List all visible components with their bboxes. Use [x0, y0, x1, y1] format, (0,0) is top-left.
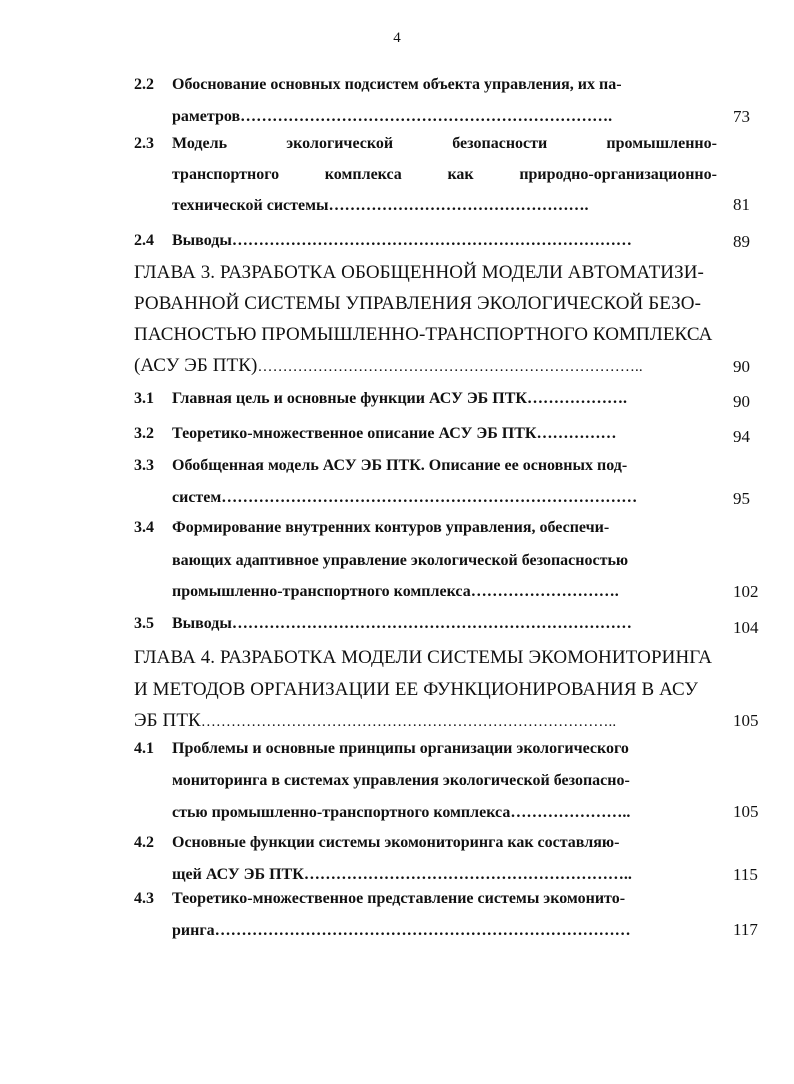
page-number: 4 [393, 30, 401, 46]
section-number: 2.4 [134, 232, 154, 249]
toc-entry-3-5[interactable] [134, 615, 717, 639]
toc-entry-3-2[interactable] [134, 425, 717, 449]
section-title-line: Обоснование основных подсистем объекта управления, их па- [172, 76, 622, 93]
section-title-line: Теоретико-множественное описание АСУ ЭБ ПТК…………… [172, 425, 617, 442]
page-ref-4-2: 115 [733, 865, 758, 884]
toc-entry-4-2[interactable] [134, 834, 717, 894]
section-title-line: Обобщенная модель АСУ ЭБ ПТК. Описание ее основных под- [172, 457, 628, 474]
page-ref-2-3: 81 [733, 195, 750, 214]
section-title-line: Формирование внутренних контуров управления, обеспечи- [172, 519, 610, 536]
chapter-title-line: ГЛАВА 4. РАЗРАБОТКА МОДЕЛИ СИСТЕМЫ ЭКОМОНИТОРИНГА [134, 647, 713, 668]
page-ref-3-1: 90 [733, 392, 750, 411]
section-title-line: Выводы………………………………………………………………… [172, 232, 632, 249]
section-title-line: вающих адаптивное управление экологической безопасностью [172, 552, 629, 569]
section-title-line: Проблемы и основные принципы организации экологического [172, 740, 629, 757]
section-title-line: мониторинга в системах управления экологической безопасно- [172, 772, 630, 789]
toc-entry-3-4[interactable] [134, 519, 717, 609]
leader-dots: ……………………………………………………………. [240, 108, 613, 125]
leader-dots: …………… [536, 425, 617, 442]
toc-entry-2-4[interactable] [134, 232, 717, 256]
toc-entry-2-3[interactable] [134, 135, 717, 225]
section-title-line: Выводы………………………………………………………………… [172, 615, 632, 632]
leader-dots: …………………………………………………………………… [214, 922, 631, 939]
section-title-line: Модель экологической безопасности промышленно- [172, 135, 717, 152]
section-title-line: систем…………………………………………………………………… [172, 489, 638, 506]
page-ref-ch3: 90 [733, 357, 750, 376]
section-title-line: Теоретико-множественное представление системы экомонито- [172, 890, 626, 907]
section-title-line: ринга…………………………………………………………………… [172, 922, 631, 939]
toc-entry-3-1[interactable] [134, 390, 717, 414]
leader-dots: ………………………………………………………………… [231, 615, 632, 632]
section-number: 3.4 [134, 519, 154, 536]
leader-dots: ………………………………………………………………… [231, 232, 632, 249]
page-ref-2-2: 73 [733, 107, 750, 126]
page-ref-3-4: 102 [733, 582, 759, 601]
section-title-line: промышленно-транспортного комплекса………………………. [172, 583, 619, 600]
page-ref-2-4: 89 [733, 232, 750, 251]
toc-chapter-4[interactable] [134, 647, 719, 737]
leader-dots: ………………….. [510, 804, 631, 821]
section-number: 3.1 [134, 390, 154, 407]
toc-entry-4-3[interactable] [134, 890, 717, 950]
section-title-line: транспортного комплекса как природно-организационно- [172, 166, 717, 183]
section-title-line: раметров……………………………………………………………. [172, 108, 613, 125]
section-title-line: Главная цель и основные функции АСУ ЭБ ПТК………………. [172, 390, 627, 407]
section-number: 3.5 [134, 615, 154, 632]
section-title-line: технической системы…………………………………………. [172, 197, 589, 214]
section-number: 2.3 [134, 135, 154, 152]
chapter-title-line: (АСУ ЭБ ПТК)………………………………………………………………….. [134, 355, 643, 376]
section-number: 3.2 [134, 425, 154, 442]
leader-dots: ………………………………………………………………….. [257, 359, 643, 375]
toc-entry-4-1[interactable] [134, 740, 717, 830]
page-ref-4-1: 105 [733, 802, 759, 821]
section-number: 4.1 [134, 740, 154, 757]
section-title-line: Основные функции системы экомониторинга как составляю- [172, 834, 620, 851]
toc-chapter-3[interactable] [134, 262, 719, 382]
leader-dots: ……………………………………………………………………….. [200, 714, 617, 730]
chapter-title-line: ПАСНОСТЬЮ ПРОМЫШЛЕННО-ТРАНСПОРТНОГО КОМПЛЕКСА [134, 324, 713, 345]
page-ref-ch4: 105 [733, 711, 759, 730]
toc-entry-2-2[interactable] [134, 76, 717, 136]
leader-dots: …………………………………………………………………… [221, 489, 638, 506]
chapter-title-line: РОВАННОЙ СИСТЕМЫ УПРАВЛЕНИЯ ЭКОЛОГИЧЕСКОЙ БЕЗО- [134, 293, 702, 314]
section-title-line: стью промышленно-транспортного комплекса………………….. [172, 804, 631, 821]
section-number: 3.3 [134, 457, 154, 474]
leader-dots: …………………………………………. [328, 197, 589, 214]
page-ref-4-3: 117 [733, 920, 758, 939]
leader-dots: ………………. [526, 390, 627, 407]
page-ref-3-5: 104 [733, 618, 759, 637]
chapter-title-line: И МЕТОДОВ ОРГАНИЗАЦИИ ЕЕ ФУНКЦИОНИРОВАНИЯ В АСУ [134, 679, 699, 700]
chapter-title-line: ГЛАВА 3. РАЗРАБОТКА ОБОБЩЕННОЙ МОДЕЛИ АВТОМАТИЗИ- [134, 262, 704, 283]
section-number: 4.3 [134, 890, 154, 907]
toc-entry-3-3[interactable] [134, 457, 717, 517]
section-title-line: щей АСУ ЭБ ПТК…………………………………………………….. [172, 866, 632, 883]
page-ref-3-3: 95 [733, 489, 750, 508]
leader-dots: …………………………………………………….. [303, 866, 632, 883]
section-number: 2.2 [134, 76, 154, 93]
section-number: 4.2 [134, 834, 154, 851]
leader-dots: ………………………. [470, 583, 619, 600]
page-ref-3-2: 94 [733, 427, 750, 446]
chapter-title-line: ЭБ ПТК……………………………………………………………………….. [134, 710, 617, 731]
